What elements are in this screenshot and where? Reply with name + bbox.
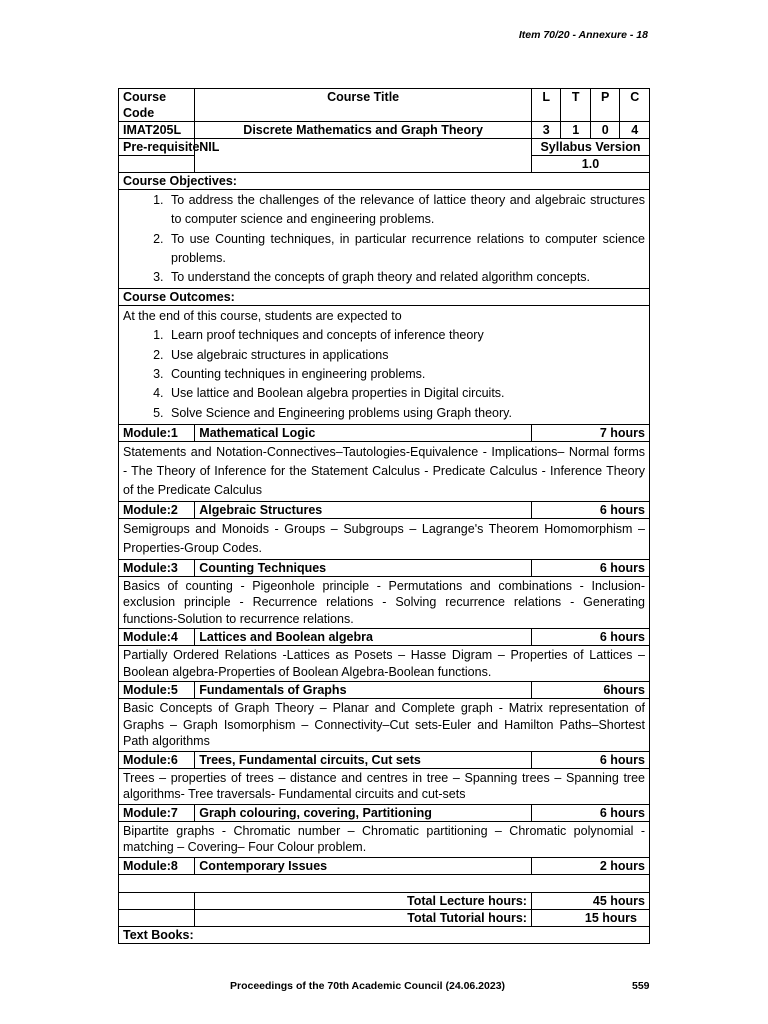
module-title: Fundamentals of Graphs [195, 682, 532, 699]
syllabus-version-value: 1.0 [531, 156, 649, 173]
module-title: Contemporary Issues [195, 857, 532, 874]
module-content-row [119, 576, 650, 629]
t-value: 1 [561, 122, 590, 139]
l-value: 3 [531, 122, 560, 139]
module-header-row [119, 857, 650, 874]
module-hours: 2 hours [531, 857, 649, 874]
module-number: Module:4 [119, 629, 195, 646]
course-code-label: Course Code [119, 89, 195, 122]
module-content: Bipartite graphs - Chromatic number – Chromatic partitioning – Chromatic polynomial - matching – Covering– Four Colour problem. [119, 821, 650, 857]
objective-item: 2. To use Counting techniques, in particular recurrence relations to computer science problems. [167, 230, 645, 269]
module-title: Counting Techniques [195, 559, 532, 576]
module-title: Trees, Fundamental circuits, Cut sets [195, 751, 532, 768]
module-title: Lattices and Boolean algebra [195, 629, 532, 646]
module-content-row [119, 646, 650, 682]
outcomes-heading-row [119, 289, 650, 306]
total-tutorial-row [119, 909, 650, 926]
outcomes-heading: Course Outcomes: [119, 289, 650, 306]
module-content-row [119, 699, 650, 752]
objectives-row [119, 190, 650, 289]
outcome-item: 5. Solve Science and Engineering problems using Graph theory. [167, 404, 645, 423]
outcomes-list [123, 326, 645, 422]
prereq-label: Pre-requisite [119, 139, 195, 156]
total-lecture-row [119, 892, 650, 909]
c-value: 4 [620, 122, 650, 139]
module-header-row [119, 424, 650, 441]
p-label: P [590, 89, 619, 122]
objectives-heading: Course Objectives: [119, 173, 650, 190]
header-note: Item 70/20 - Annexure - 18 [518, 29, 648, 41]
empty-cell [119, 156, 195, 173]
page-number: 559 [632, 980, 650, 992]
module-header-row [119, 559, 650, 576]
module-content: Basics of counting - Pigeonhole principle - Permutations and combinations - Inclusion-exclusion principle - Recurrence relations - Solving recurrence relations - Generating functions-Solution to recurrence relations. [119, 576, 650, 629]
outcome-item: 3. Counting techniques in engineering problems. [167, 365, 645, 384]
module-hours: 6 hours [531, 629, 649, 646]
total-lecture-label: Total Lecture hours: [195, 892, 532, 909]
total-tutorial-label: Total Tutorial hours: [195, 909, 532, 926]
module-number: Module:7 [119, 804, 195, 821]
course-title: Discrete Mathematics and Graph Theory [195, 122, 532, 139]
t-label: T [561, 89, 590, 122]
module-number: Module:2 [119, 501, 195, 518]
module-header-row [119, 501, 650, 518]
module-number: Module:6 [119, 751, 195, 768]
module-title: Algebraic Structures [195, 501, 532, 518]
module-content-row [119, 518, 650, 559]
outcome-item: 1. Learn proof techniques and concepts of inference theory [167, 326, 645, 345]
module-title: Mathematical Logic [195, 424, 532, 441]
module-header-row [119, 629, 650, 646]
objectives-list [123, 191, 645, 287]
outcomes-row [119, 306, 650, 424]
module-content: Partially Ordered Relations -Lattices as Posets – Hasse Digram – Properties of Lattices – Boolean algebra-Properties of Boolean Algebra-Boolean functions. [119, 646, 650, 682]
module-hours: 6 hours [531, 751, 649, 768]
module-header-row [119, 804, 650, 821]
objective-item: 3. To understand the concepts of graph theory and related algorithm concepts. [167, 268, 645, 287]
empty-cell [119, 892, 195, 909]
text-books-row [119, 926, 650, 943]
total-tutorial-hours: 15 hours [531, 909, 649, 926]
module-number: Module:1 [119, 424, 195, 441]
objectives-heading-row [119, 173, 650, 190]
text-books-label: Text Books: [119, 926, 650, 943]
prereq-value: NIL [195, 139, 532, 173]
c-label: C [620, 89, 650, 122]
course-header-row [119, 89, 650, 122]
module-title: Graph colouring, covering, Partitioning [195, 804, 532, 821]
total-lecture-hours: 45 hours [531, 892, 649, 909]
module-content-row [119, 821, 650, 857]
module-hours: 6 hours [531, 559, 649, 576]
module-content: Basic Concepts of Graph Theory – Planar and Complete graph - Matrix representation of Graphs – Graph Isomorphism – Connectivity–Cut sets-Euler and Hamilton Paths–Shortest Path algorithms [119, 699, 650, 752]
outcomes-cell [119, 306, 650, 424]
module-number: Module:5 [119, 682, 195, 699]
module-content: Trees – properties of trees – distance and centres in tree – Spanning trees – Spanning tree algorithms- Tree traversals- Fundamental circuits and cut-sets [119, 768, 650, 804]
module-number: Module:3 [119, 559, 195, 576]
outcome-item: 4. Use lattice and Boolean algebra properties in Digital circuits. [167, 384, 645, 403]
module-content-row [119, 768, 650, 804]
module-number: Module:8 [119, 857, 195, 874]
course-title-label: Course Title [195, 89, 532, 122]
module-content: Statements and Notation-Connectives–Tautologies-Equivalence - Implications– Normal forms - The Theory of Inference for the Statement Calculus - Predicate Calculus - Inference Theory of the Predicate Calculus [119, 441, 650, 501]
prereq-row [119, 139, 650, 156]
module-content: Semigroups and Monoids - Groups – Subgroups – Lagrange's Theorem Homomorphism –Properties-Group Codes. [119, 518, 650, 559]
syllabus-version-label: Syllabus Version [531, 139, 649, 156]
course-info-row [119, 122, 650, 139]
module-hours: 6 hours [531, 804, 649, 821]
objective-item: 1. To address the challenges of the relevance of lattice theory and algebraic structures to computer science and engineering problems. [167, 191, 645, 230]
module-content-row [119, 874, 650, 892]
footer-text: Proceedings of the 70th Academic Council (24.06.2023) [230, 980, 506, 992]
module-header-row [119, 751, 650, 768]
module-content [119, 874, 650, 892]
module-header-row [119, 682, 650, 699]
module-content-row [119, 441, 650, 501]
empty-cell [119, 909, 195, 926]
l-label: L [531, 89, 560, 122]
course-code: IMAT205L [119, 122, 195, 139]
outcomes-intro: At the end of this course, students are expected to [123, 309, 402, 324]
module-hours: 7 hours [531, 424, 649, 441]
syllabus-table [118, 88, 650, 944]
outcome-item: 2. Use algebraic structures in applications [167, 346, 645, 365]
module-hours: 6 hours [531, 501, 649, 518]
module-hours: 6hours [531, 682, 649, 699]
objectives-list-cell [119, 190, 650, 289]
p-value: 0 [590, 122, 619, 139]
